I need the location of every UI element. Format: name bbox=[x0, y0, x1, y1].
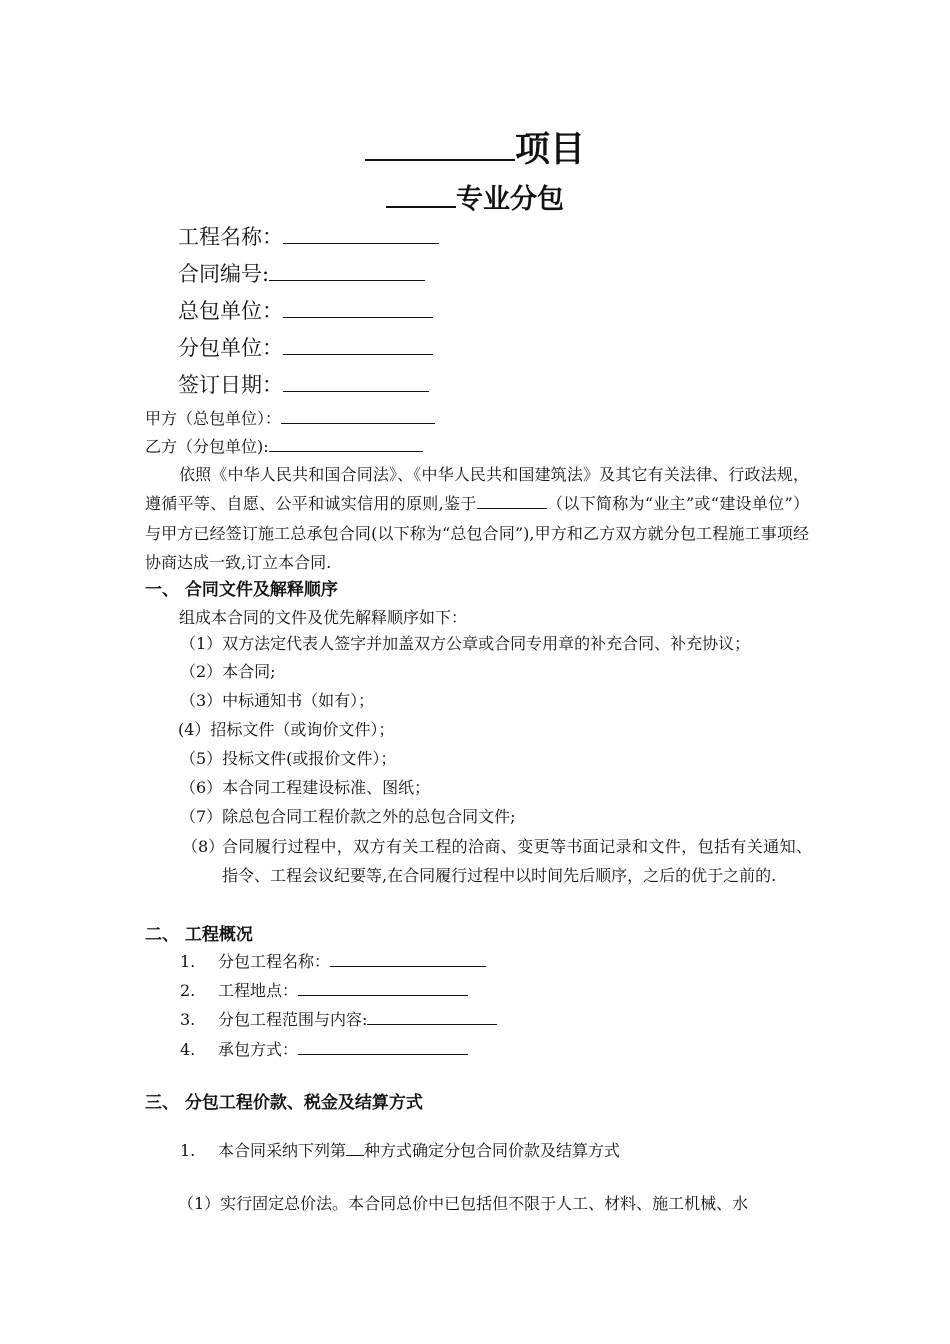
section2-item: 2. 工程地点： bbox=[180, 979, 468, 1003]
subtitle-blank bbox=[386, 205, 456, 208]
section1-item: （1）双方法定代表人签字并加盖双方公章或合同专用章的补充合同、补充协议； bbox=[180, 634, 751, 653]
cover-project-name: 工程名称： bbox=[178, 222, 439, 252]
party-b-line: 乙方（分包单位): bbox=[145, 435, 423, 459]
intro-paragraph: 依照《中华人民共和国合同法》、《中华人民共和国建筑法》及其它有关法律、行政法规，遵循平等、自愿、公平和诚实信用的原则,鉴于 （以下简称为“业主”或“建设单位”）与甲方已经签订施工总承包合同(以下称为“总包合同”),甲方和乙方双方就分包工程施工事项经协商达成一致,订立本合同. bbox=[145, 465, 809, 572]
title-blank bbox=[365, 158, 515, 161]
item-blank bbox=[298, 994, 468, 996]
subcontractor-blank bbox=[283, 353, 433, 355]
document-subtitle: 专业分包 bbox=[0, 182, 950, 218]
section1-heading: 一、 合同文件及解释顺序 bbox=[145, 580, 338, 600]
section1-item: （6）本合同工程建设标准、图纸； bbox=[180, 778, 431, 797]
item8-text: 合同履行过程中，双方有关工程的洽商、变更等书面记录和文件，包括有关通知、指令、工程会议纪要等,在合同履行过程中以时间先后顺序，之后的优于之前的. bbox=[222, 837, 812, 886]
cover-contract-no: 合同编号: bbox=[178, 259, 425, 289]
general-contractor-blank bbox=[283, 316, 433, 318]
method-blank bbox=[346, 1154, 364, 1156]
party-b-blank bbox=[269, 450, 423, 452]
section1-item: （2）本合同; bbox=[180, 662, 276, 681]
sign-date-blank bbox=[283, 390, 429, 392]
section1-item: (4）招标文件（或询价文件）； bbox=[178, 720, 395, 739]
party-a-blank bbox=[281, 422, 435, 424]
section1-lead: 组成本合同的文件及优先解释顺序如下： bbox=[179, 608, 468, 627]
section1-item: （7）除总包合同工程价款之外的总包合同文件; bbox=[180, 807, 516, 826]
item-blank bbox=[330, 965, 486, 967]
section1-item: （5）投标文件(或报价文件）； bbox=[180, 749, 397, 768]
item-blank bbox=[298, 1053, 468, 1055]
party-a-line: 甲方（总包单位）： bbox=[145, 407, 435, 431]
item8-label: （8） bbox=[182, 837, 225, 856]
section3-item-1: 1. 本合同采纳下列第 种方式确定分包合同价款及结算方式 bbox=[180, 1141, 621, 1160]
item-blank bbox=[367, 1023, 497, 1025]
cover-general-contractor: 总包单位： bbox=[178, 296, 433, 326]
project-name-blank bbox=[283, 242, 439, 244]
section2-item: 4. 承包方式： bbox=[180, 1038, 468, 1062]
owner-blank bbox=[477, 507, 547, 509]
section2-item: 3. 分包工程范围与内容: bbox=[180, 1008, 497, 1032]
section2-item: 1. 分包工程名称： bbox=[180, 950, 486, 974]
cover-sign-date: 签订日期： bbox=[178, 370, 429, 400]
section1-item: （3）中标通知书（如有）； bbox=[180, 691, 375, 710]
section3-heading: 三、 分包工程价款、税金及结算方式 bbox=[145, 1093, 423, 1113]
contract-no-blank bbox=[269, 279, 425, 281]
document-title: 项目 bbox=[0, 128, 950, 172]
section3-sub-1: （1）实行固定总价法。本合同总价中已包括但不限于人工、材料、施工机械、水 bbox=[178, 1194, 749, 1213]
cover-subcontractor: 分包单位： bbox=[178, 333, 433, 363]
section2-heading: 二、 工程概况 bbox=[145, 925, 253, 945]
section1-item-8 bbox=[182, 832, 812, 891]
